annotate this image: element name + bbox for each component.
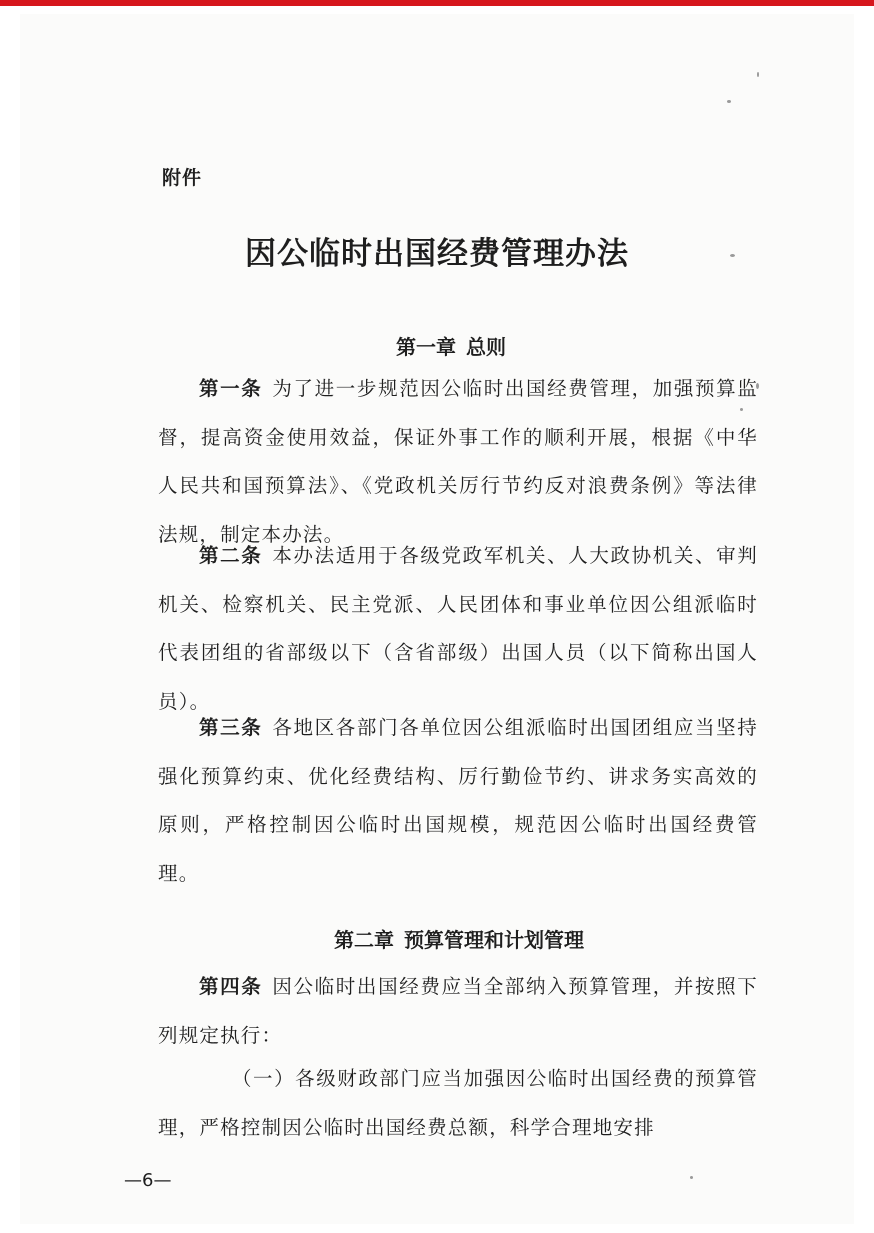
article-text: 本办法适用于各级党政军机关、人大政协机关、审判机关、检察机关、民主党派、人民团体和事业单位因公组派临时代表团组的省部级以下（含省部级）出国人员（以下简称出国人员）。: [158, 544, 758, 713]
attachment-label: 附件: [162, 167, 203, 189]
article-label: 第四条: [199, 975, 263, 998]
article-text: 因公临时出国经费应当全部纳入预算管理，并按照下列规定执行：: [158, 975, 758, 1047]
article-paragraph: [158, 963, 758, 1060]
chapter-name: 总则: [466, 335, 506, 359]
chapter-number: 第二章: [334, 928, 394, 952]
scan-speck: [727, 100, 731, 103]
article-text: 各地区各部门各单位因公组派临时出国团组应当坚持强化预算约束、优化经费结构、厉行勤俭节约、讲求务实高效的原则，严格控制因公临时出国规模，规范因公临时出国经费管理。: [158, 716, 758, 885]
clause-paragraph: [158, 1055, 758, 1152]
article-paragraph: [158, 532, 758, 726]
chapter-name: 预算管理和计划管理: [404, 928, 584, 952]
top-red-rule: [0, 0, 874, 6]
document-title: 因公临时出国经费管理办法: [245, 236, 629, 272]
article-paragraph: [158, 365, 758, 559]
scan-speck: [757, 72, 759, 77]
article-label: 第三条: [199, 716, 263, 739]
article-text: 为了进一步规范因公临时出国经费管理，加强预算监督，提高资金使用效益，保证外事工作的顺利开展，根据《中华人民共和国预算法》、《党政机关厉行节约反对浪费条例》等法律法规，制定本办法。: [158, 377, 758, 546]
article-label: 第二条: [199, 544, 263, 567]
page-number: —6—: [124, 1170, 172, 1191]
chapter-number: 第一章: [396, 335, 456, 359]
chapter-heading: [22, 924, 874, 953]
clause-text: （一）各级财政部门应当加强因公临时出国经费的预算管理，严格控制因公临时出国经费总额，科学合理地安排: [158, 1067, 758, 1139]
article-paragraph: [158, 704, 758, 898]
scan-speck: [690, 1176, 693, 1179]
chapter-heading: [14, 331, 874, 360]
article-label: 第一条: [199, 377, 263, 400]
